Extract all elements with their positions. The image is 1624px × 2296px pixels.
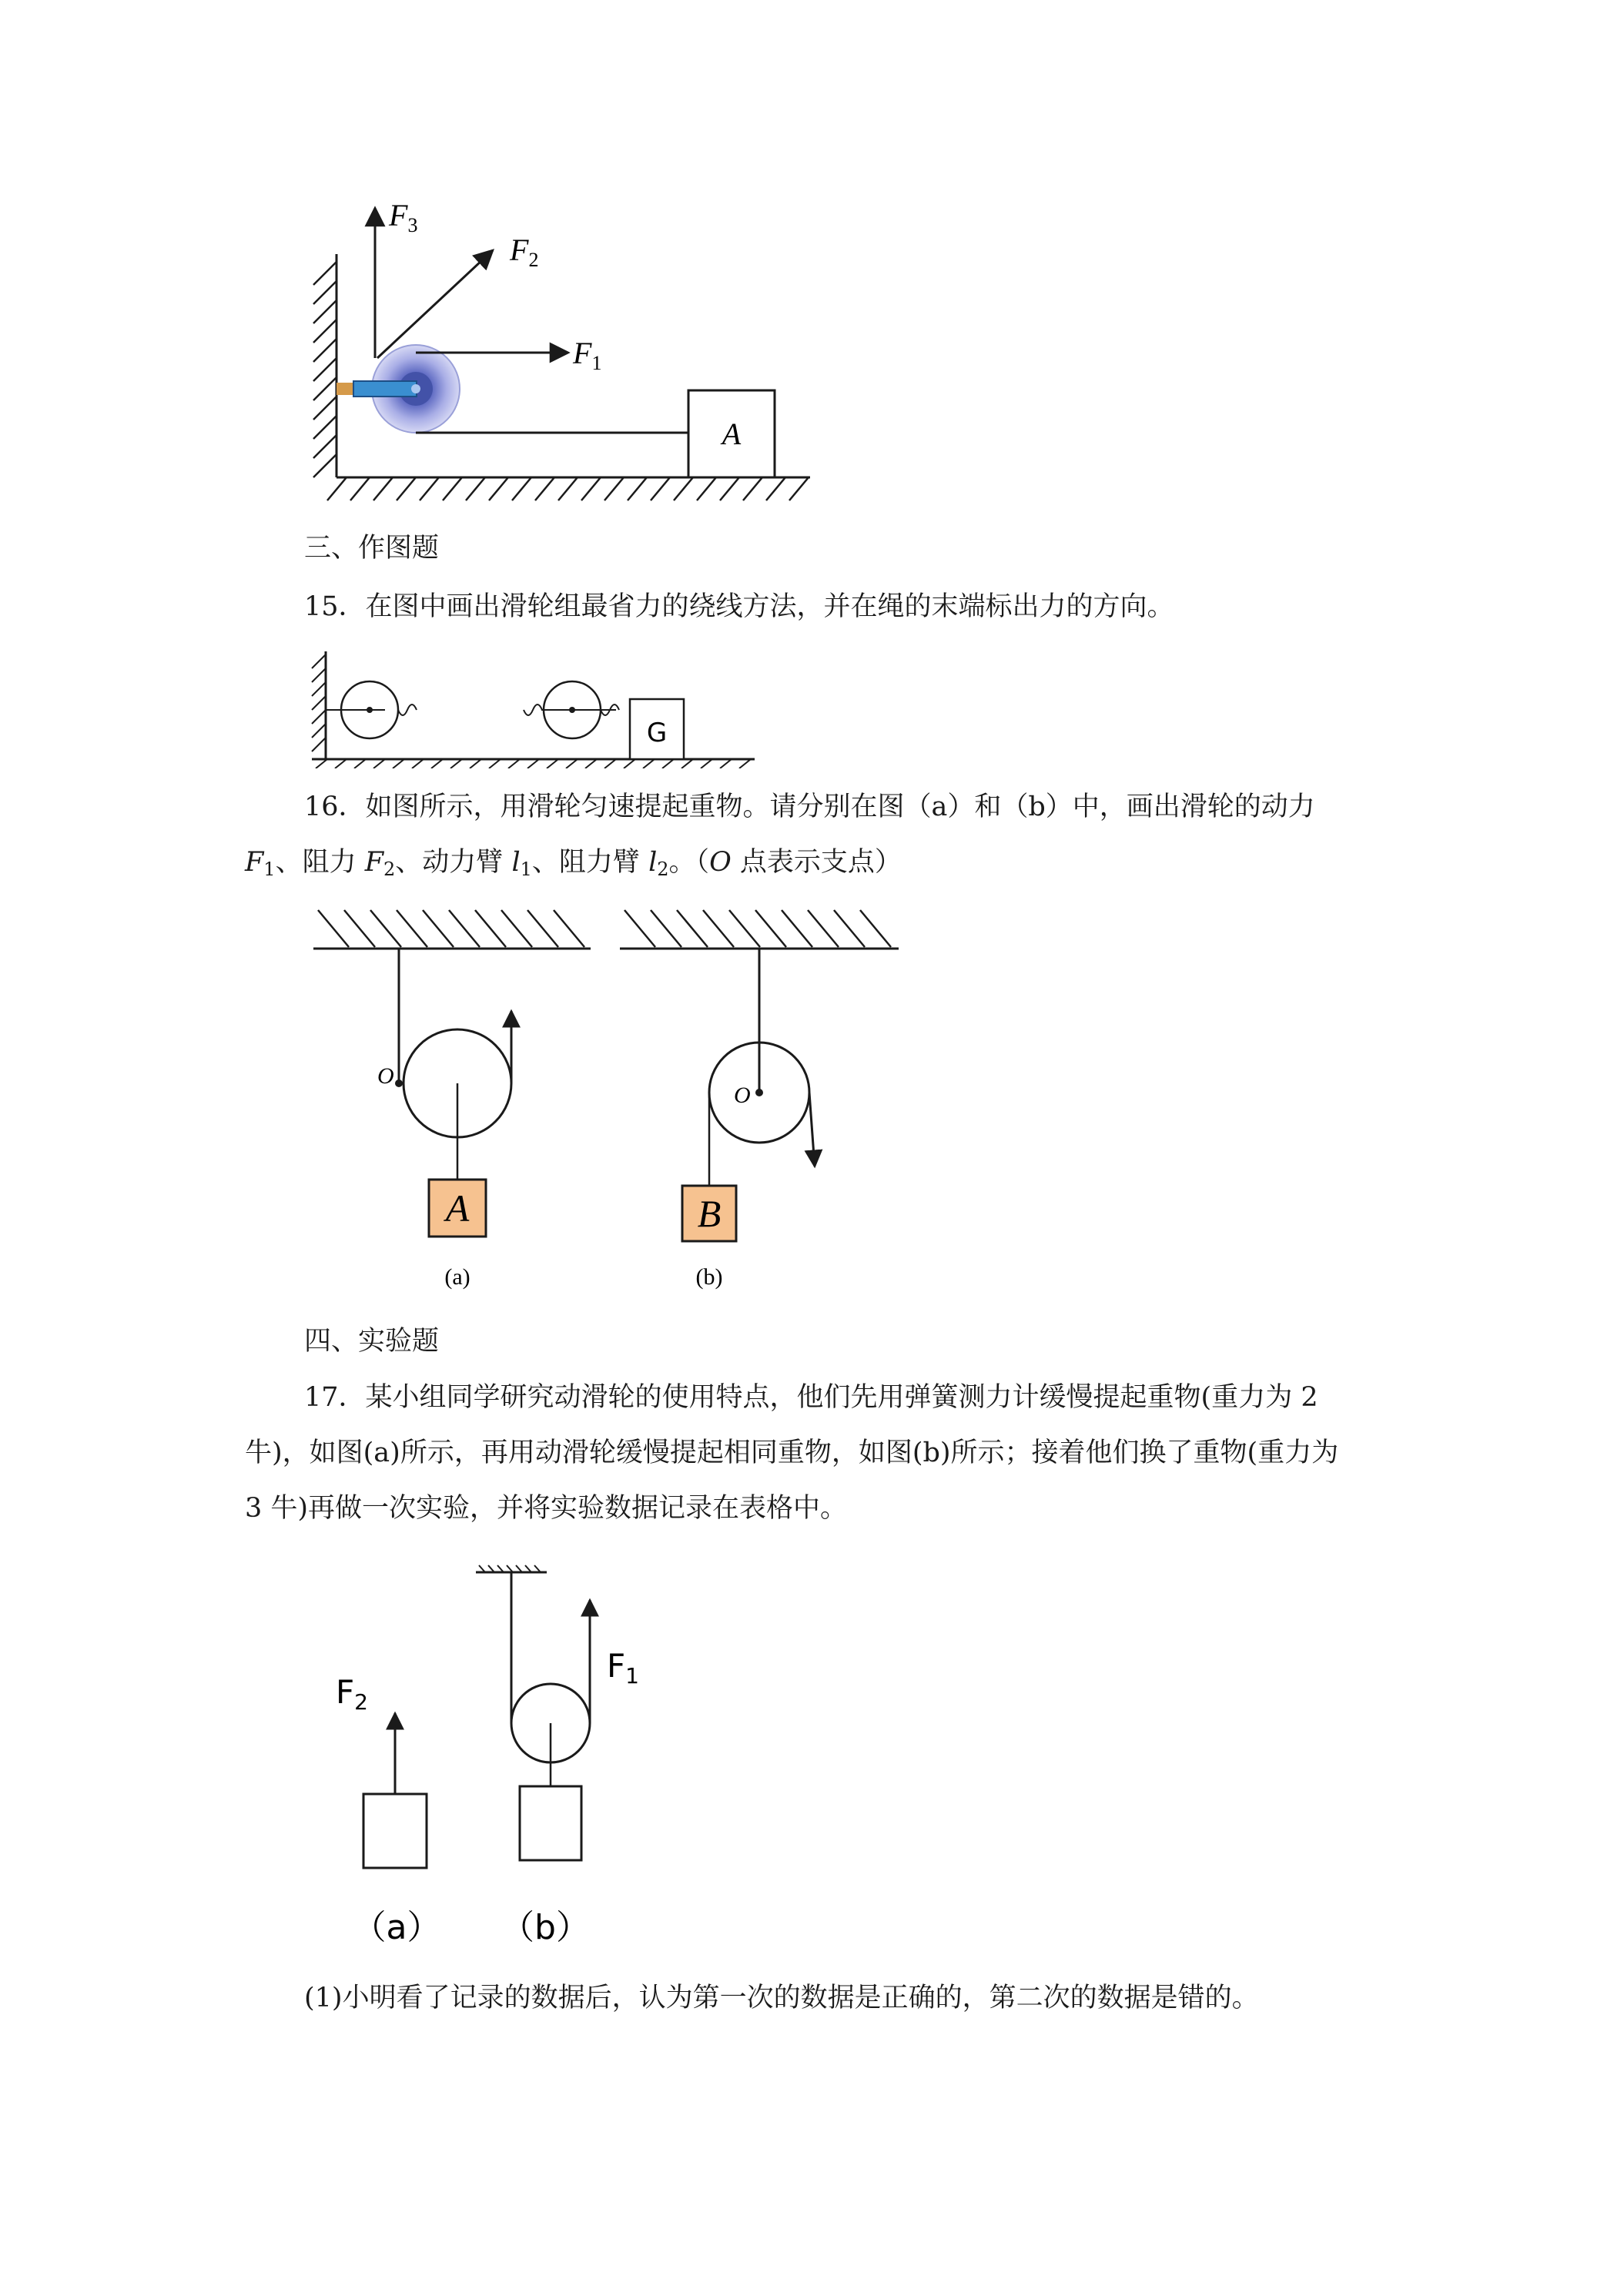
section4-heading: 四、实验题 bbox=[304, 1326, 440, 1357]
f2-label: $F_2$ bbox=[510, 233, 539, 271]
f3-label: $F_3$ bbox=[389, 198, 418, 236]
pivot-a bbox=[395, 1079, 403, 1087]
f1-label: $F_1$ bbox=[573, 336, 602, 374]
axle-rod bbox=[353, 381, 417, 397]
axle-pin bbox=[411, 384, 420, 393]
caption-b: （b） bbox=[501, 1908, 590, 1947]
floor-hatch bbox=[327, 477, 809, 500]
axle-rod-tip bbox=[337, 383, 353, 395]
block-a-label: A bbox=[722, 417, 742, 451]
weight-b bbox=[520, 1786, 581, 1860]
q16-figure bbox=[304, 901, 920, 1301]
wall-hatch bbox=[312, 654, 326, 751]
q17-figure bbox=[323, 1563, 724, 1963]
q16-line2: $F_1$、阻力 $F_2$、动力臂 $l_1$、阻力臂 $l_2$。（O 点表示支点） bbox=[245, 847, 902, 880]
force-f2-arrow bbox=[377, 250, 493, 358]
pivot-a-label: O bbox=[377, 1063, 394, 1089]
caption-a: (a) bbox=[444, 1264, 470, 1290]
pivot-b-label: O bbox=[734, 1083, 751, 1108]
caption-a: （a） bbox=[352, 1908, 441, 1947]
fixed-pulley-axle bbox=[367, 707, 373, 713]
wall-hatch bbox=[313, 262, 337, 477]
q16-line1: 16．如图所示，用滑轮匀速提起重物。请分别在图（a）和（b）中，画出滑轮的动力 bbox=[304, 792, 1315, 822]
block-a-label: A bbox=[445, 1186, 470, 1230]
weight-a bbox=[363, 1794, 427, 1868]
q15-text: 15．在图中画出滑轮组最省力的绕线方法，并在绳的末端标出力的方向。 bbox=[304, 591, 1174, 622]
q17-line2: 牛)，如图(a)所示，再用动滑轮缓慢提起相同重物，如图(b)所示；接着他们换了重物(重力为 bbox=[245, 1438, 1339, 1468]
q15-figure bbox=[304, 645, 758, 768]
floor-hatch bbox=[316, 759, 751, 768]
ceiling-b-hatch bbox=[624, 910, 891, 947]
caption-b: (b) bbox=[695, 1264, 723, 1290]
f1-label: F1 bbox=[607, 1647, 639, 1689]
movable-pulley-hook-left bbox=[524, 705, 542, 715]
block-g-label: G bbox=[646, 718, 668, 748]
ceiling-a-hatch bbox=[318, 910, 584, 947]
q17-line3: 3 牛)再做一次实验，并将实验数据记录在表格中。 bbox=[245, 1493, 848, 1524]
rope-b-pull-arrow bbox=[809, 1093, 815, 1166]
q17-sub1: (1)小明看了记录的数据后，认为第一次的数据是正确的，第二次的数据是错的。 bbox=[304, 1983, 1259, 2013]
fixed-pulley-hook bbox=[398, 705, 417, 715]
pivot-b bbox=[755, 1089, 763, 1096]
q17-line1: 17．某小组同学研究动滑轮的使用特点，他们先用弹簧测力计缓慢提起重物(重力为 2 bbox=[304, 1382, 1318, 1413]
q14-figure bbox=[300, 192, 824, 516]
block-b-label: B bbox=[697, 1192, 722, 1235]
movable-pulley-axle bbox=[569, 707, 575, 713]
section3-heading: 三、作图题 bbox=[304, 533, 440, 564]
f2-label: F2 bbox=[336, 1673, 368, 1715]
